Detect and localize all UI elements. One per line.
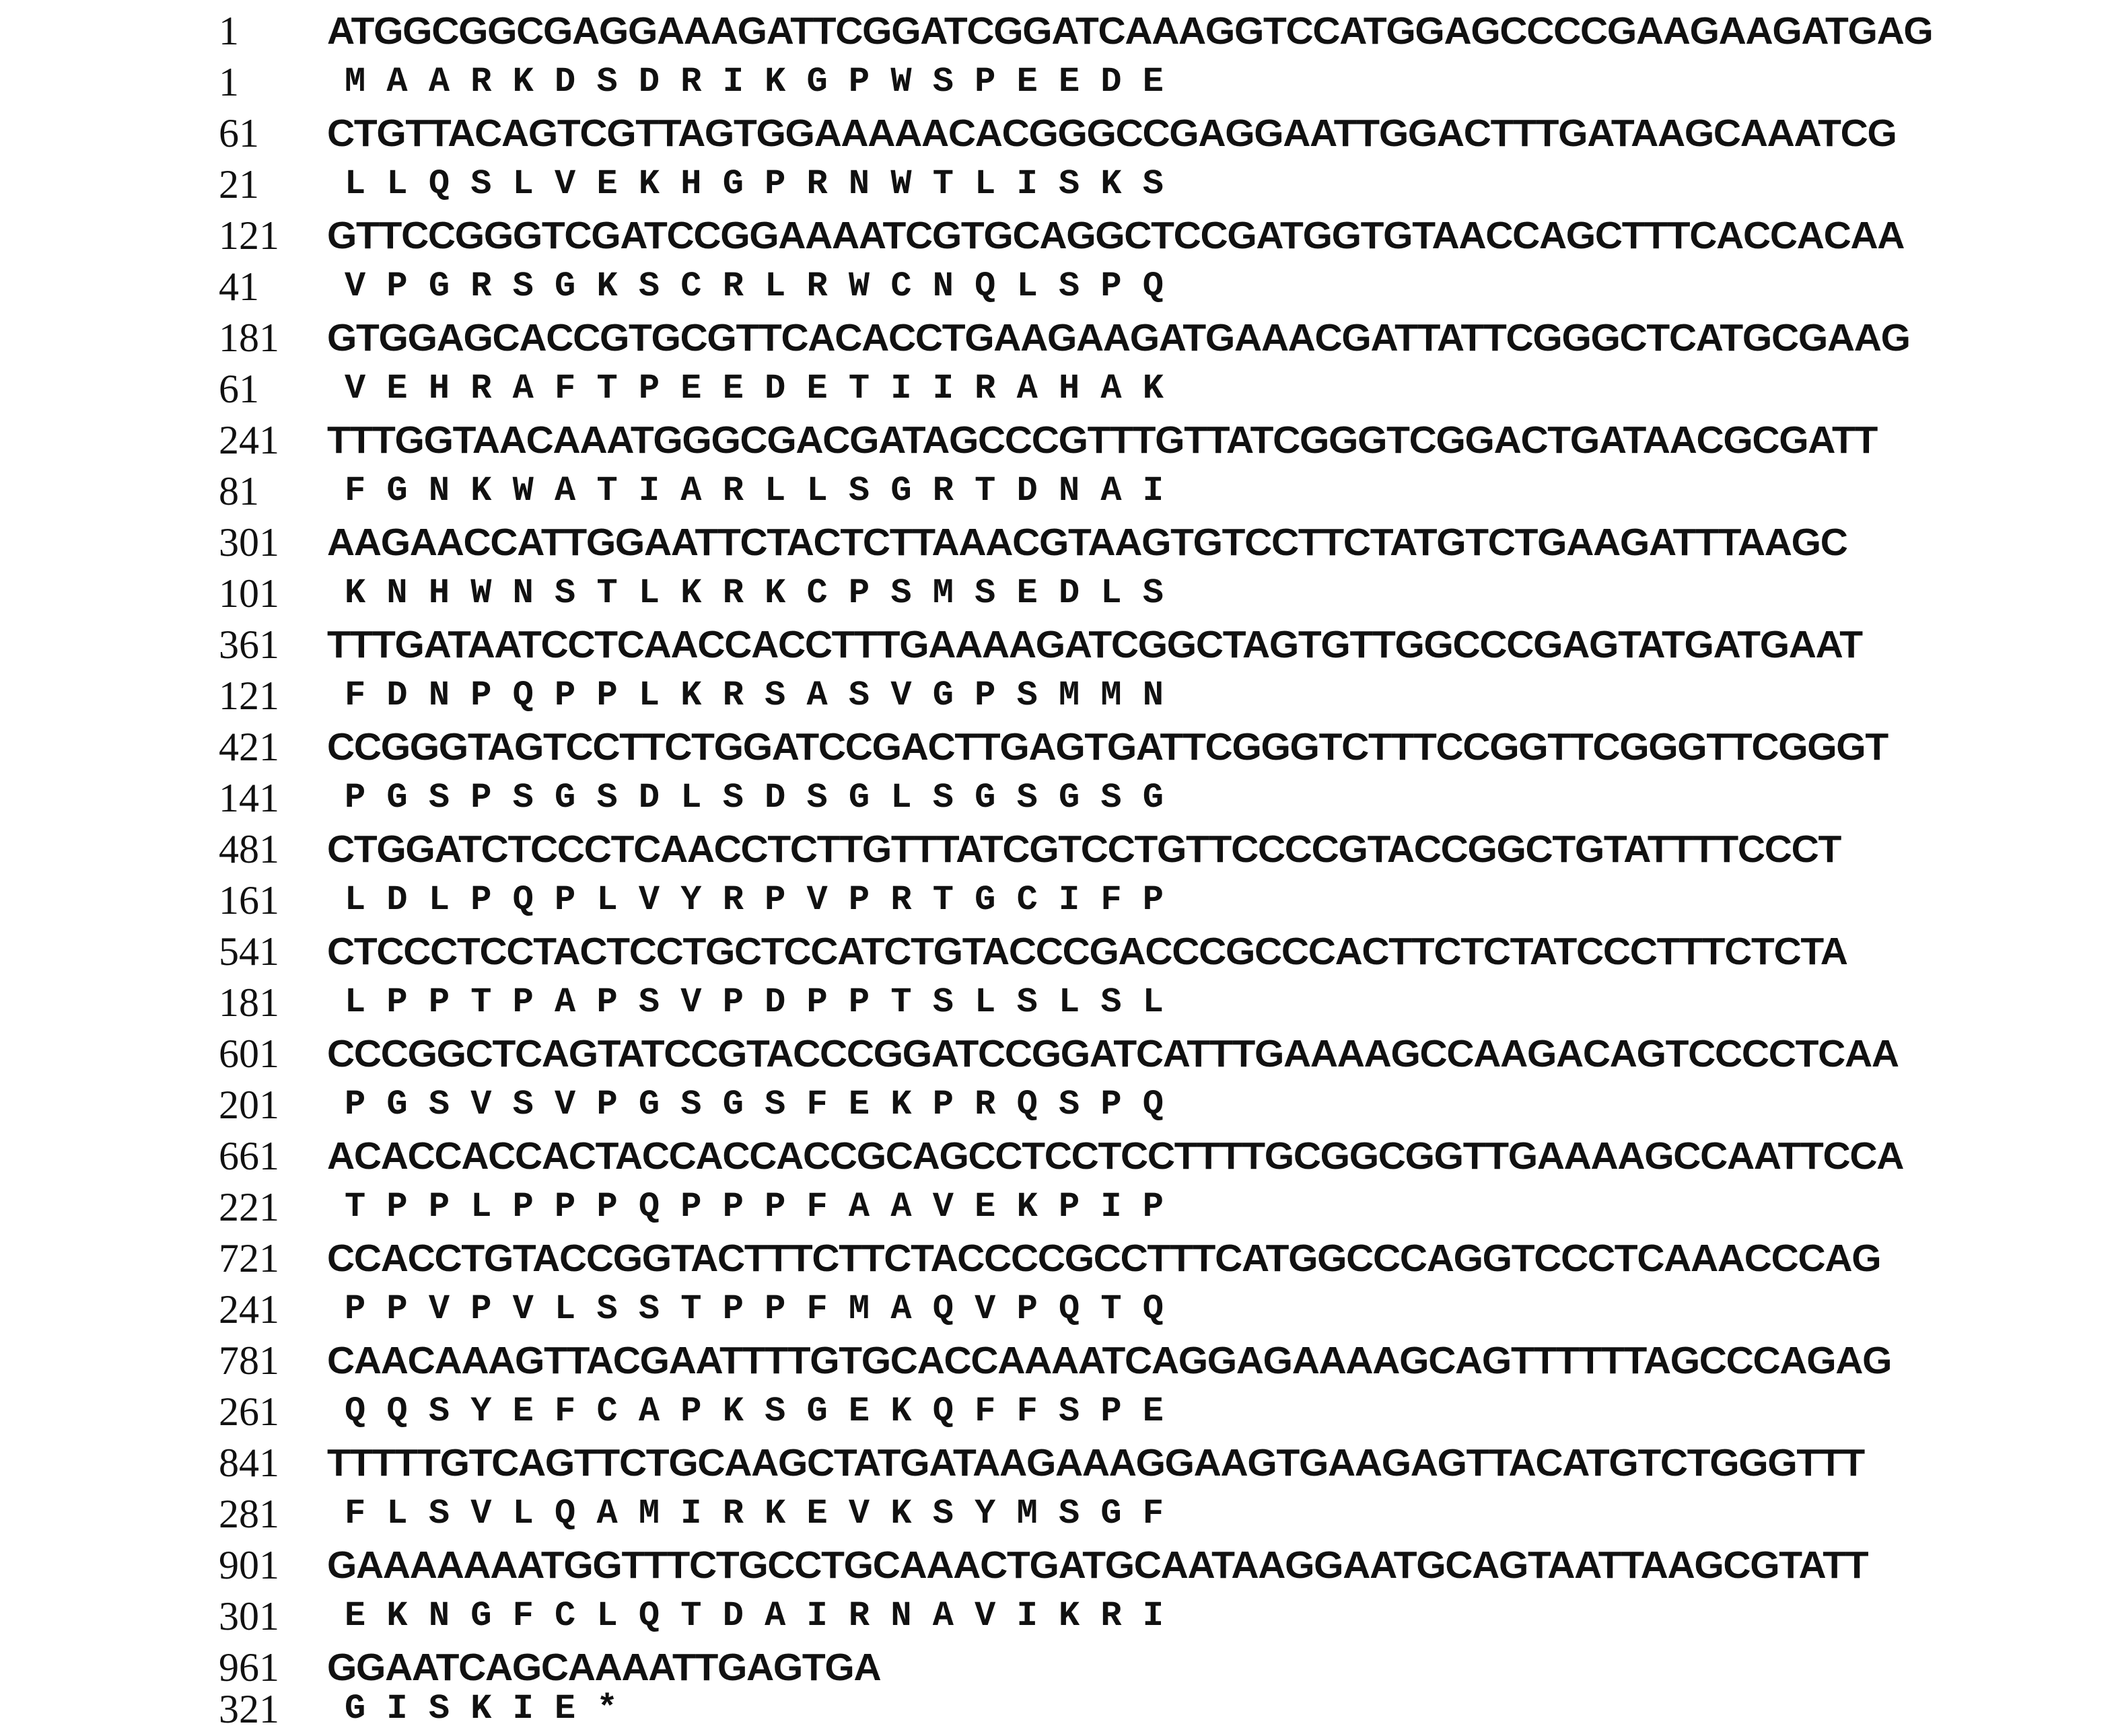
position-number: 201 bbox=[219, 1083, 279, 1127]
position-number: 421 bbox=[219, 725, 279, 769]
amino-acid-row bbox=[0, 568, 2120, 619]
position-number: 281 bbox=[219, 1492, 279, 1536]
position-number: 81 bbox=[219, 469, 259, 513]
position-number: 661 bbox=[219, 1134, 279, 1178]
position-number: 961 bbox=[219, 1645, 279, 1690]
nucleotide-sequence: CTGTTACAGTCGTTAGTGGAAAAACACGGGCCGAGGAATTGGACTTTGATAAGCAAATCG bbox=[327, 112, 1897, 155]
nucleotide-row bbox=[0, 1335, 2120, 1386]
amino-acid-sequence: L P P T P A P S V P D P P T S L S L S L bbox=[345, 982, 1164, 1022]
nucleotide-sequence: TTTTTGTCAGTTCTGCAAGCTATGATAAGAAAGGAAGTGAAGAGTTACATGTCTGGGTTT bbox=[327, 1441, 1864, 1484]
position-number: 141 bbox=[219, 776, 279, 820]
amino-acid-sequence: L L Q S L V E K H G P R N W T L I S K S bbox=[345, 164, 1164, 204]
amino-acid-sequence: M A A R K D S D R I K G P W S P E E D E bbox=[345, 62, 1164, 102]
nucleotide-row bbox=[0, 1028, 2120, 1079]
amino-acid-row bbox=[0, 772, 2120, 824]
nucleotide-row bbox=[0, 721, 2120, 772]
position-number: 121 bbox=[219, 674, 279, 718]
nucleotide-sequence: GGAATCAGCAAAATTGAGTGA bbox=[327, 1646, 881, 1689]
position-number: 121 bbox=[219, 213, 279, 258]
position-number: 181 bbox=[219, 316, 279, 360]
amino-acid-sequence: G I S K I E * bbox=[345, 1689, 618, 1729]
position-number: 261 bbox=[219, 1389, 279, 1434]
position-number: 301 bbox=[219, 1594, 279, 1638]
amino-acid-sequence: F L S V L Q A M I R K E V K S Y M S G F bbox=[345, 1494, 1164, 1533]
position-number: 41 bbox=[219, 264, 259, 309]
nucleotide-sequence: ACACCACCACTACCACCACCGCAGCCTCCTCCTTTTGCGGCGGTTGAAAAGCCAATTCCA bbox=[327, 1134, 1904, 1178]
nucleotide-row bbox=[0, 517, 2120, 568]
amino-acid-sequence: Q Q S Y E F C A P K S G E K Q F F S P E bbox=[345, 1391, 1164, 1431]
amino-acid-row bbox=[0, 261, 2120, 312]
position-number: 1 bbox=[219, 60, 239, 104]
amino-acid-row bbox=[0, 1591, 2120, 1642]
nucleotide-row bbox=[0, 5, 2120, 57]
nucleotide-row bbox=[0, 108, 2120, 159]
position-number: 781 bbox=[219, 1338, 279, 1383]
nucleotide-row bbox=[0, 926, 2120, 977]
nucleotide-row bbox=[0, 312, 2120, 363]
position-number: 841 bbox=[219, 1441, 279, 1485]
amino-acid-row bbox=[0, 1079, 2120, 1130]
amino-acid-row bbox=[0, 57, 2120, 108]
nucleotide-sequence: CTGGATCTCCCTCAACCTCTTGTTTATCGTCCTGTTCCCCGTACCGGCTGTATTTTCCCT bbox=[327, 828, 1841, 871]
nucleotide-row bbox=[0, 824, 2120, 875]
amino-acid-sequence: E K N G F C L Q T D A I R N A V I K R I bbox=[345, 1596, 1164, 1636]
position-number: 1 bbox=[219, 9, 239, 53]
amino-acid-row bbox=[0, 1386, 2120, 1437]
amino-acid-row bbox=[0, 1182, 2120, 1233]
position-number: 181 bbox=[219, 980, 279, 1025]
amino-acid-sequence: V P G R S G K S C R L R W C N Q L S P Q bbox=[345, 266, 1164, 306]
amino-acid-sequence: P P V P V L S S T P P F M A Q V P Q T Q bbox=[345, 1289, 1164, 1329]
nucleotide-row bbox=[0, 619, 2120, 670]
position-number: 221 bbox=[219, 1185, 279, 1229]
position-number: 301 bbox=[219, 520, 279, 565]
nucleotide-sequence: GAAAAAAATGGTTTCTGCCTGCAAACTGATGCAATAAGGAATGCAGTAATTAAGCGTATT bbox=[327, 1544, 1868, 1587]
nucleotide-sequence: TTTGATAATCCTCAACCACCTTTGAAAAGATCGGCTAGTGTTGGCCCGAGTATGATGAAT bbox=[327, 623, 1862, 666]
amino-acid-row bbox=[0, 875, 2120, 926]
position-number: 541 bbox=[219, 929, 279, 974]
position-number: 321 bbox=[219, 1687, 279, 1731]
position-number: 241 bbox=[219, 1287, 279, 1332]
position-number: 601 bbox=[219, 1032, 279, 1076]
nucleotide-sequence: TTTGGTAACAAATGGGCGACGATAGCCCGTTTGTTATCGGGTCGGACTGATAACGCGATT bbox=[327, 419, 1877, 462]
amino-acid-sequence: F G N K W A T I A R L L S G R T D N A I bbox=[345, 471, 1164, 511]
amino-acid-row bbox=[0, 1488, 2120, 1540]
nucleotide-sequence: CCACCTGTACCGGTACTTTCTTCTACCCCGCCTTTCATGGCCCAGGTCCCTCAAACCCAG bbox=[327, 1237, 1881, 1280]
nucleotide-row bbox=[0, 210, 2120, 261]
amino-acid-sequence: T P P L P P P Q P P P F A A V E K P I P bbox=[345, 1187, 1164, 1227]
nucleotide-sequence: CCGGGTAGTCCTTCTGGATCCGACTTGAGTGATTCGGGTCTTTCCGGTTCGGGTTCGGGT bbox=[327, 725, 1888, 768]
amino-acid-sequence: P G S P S G S D L S D S G L S G S G S G bbox=[345, 778, 1164, 818]
position-number: 161 bbox=[219, 878, 279, 923]
position-number: 101 bbox=[219, 571, 279, 616]
nucleotide-row bbox=[0, 414, 2120, 466]
amino-acid-sequence: K N H W N S T L K R K C P S M S E D L S bbox=[345, 573, 1164, 613]
amino-acid-sequence: F D N P Q P P L K R S A S V G P S M M N bbox=[345, 676, 1164, 715]
amino-acid-sequence: V E H R A F T P E E D E T I I R A H A K bbox=[345, 369, 1164, 408]
amino-acid-row bbox=[0, 159, 2120, 210]
position-number: 901 bbox=[219, 1543, 279, 1587]
amino-acid-row bbox=[0, 466, 2120, 517]
nucleotide-sequence: CCCGGCTCAGTATCCGTACCCGGATCCGGATCATTTGAAAAGCCAAGACAGTCCCCTCAA bbox=[327, 1032, 1899, 1075]
amino-acid-row bbox=[0, 1684, 2120, 1735]
nucleotide-row bbox=[0, 1130, 2120, 1182]
nucleotide-sequence: GTTCCGGGTCGATCCGGAAAATCGTGCAGGCTCCGATGGTGTAACCAGCTTTCACCACAA bbox=[327, 214, 1905, 257]
amino-acid-row bbox=[0, 1284, 2120, 1335]
nucleotide-row bbox=[0, 1437, 2120, 1488]
nucleotide-sequence: ATGGCGGCGAGGAAAGATTCGGATCGGATCAAAGGTCCATGGAGCCCCGAAGAAGATGAG bbox=[327, 9, 1933, 52]
amino-acid-row bbox=[0, 977, 2120, 1028]
amino-acid-sequence: P G S V S V P G S G S F E K P R Q S P Q bbox=[345, 1085, 1164, 1124]
position-number: 21 bbox=[219, 162, 259, 207]
nucleotide-sequence: CAACAAAGTTACGAATTTTGTGCACCAAAATCAGGAGAAAAGCAGTTTTTTAGCCCAGAG bbox=[327, 1339, 1892, 1382]
position-number: 241 bbox=[219, 418, 279, 462]
nucleotide-row bbox=[0, 1540, 2120, 1591]
nucleotide-row bbox=[0, 1233, 2120, 1284]
nucleotide-sequence: CTCCCTCCTACTCCTGCTCCATCTGTACCCGACCCGCCCACTTCTCTATCCCTTTCTCTA bbox=[327, 930, 1847, 973]
amino-acid-row bbox=[0, 363, 2120, 414]
amino-acid-row bbox=[0, 670, 2120, 721]
position-number: 481 bbox=[219, 827, 279, 871]
position-number: 61 bbox=[219, 111, 259, 155]
position-number: 61 bbox=[219, 367, 259, 411]
nucleotide-sequence: GTGGAGCACCGTGCGTTCACACCTGAAGAAGATGAAACGATTATTCGGGCTCATGCGAAG bbox=[327, 316, 1910, 359]
nucleotide-sequence: AAGAACCATTGGAATTCTACTCTTAAACGTAAGTGTCCTTCTATGTCTGAAGATTTAAGC bbox=[327, 521, 1847, 564]
position-number: 721 bbox=[219, 1236, 279, 1280]
amino-acid-sequence: L D L P Q P L V Y R P V P R T G C I F P bbox=[345, 880, 1164, 920]
position-number: 361 bbox=[219, 622, 279, 667]
